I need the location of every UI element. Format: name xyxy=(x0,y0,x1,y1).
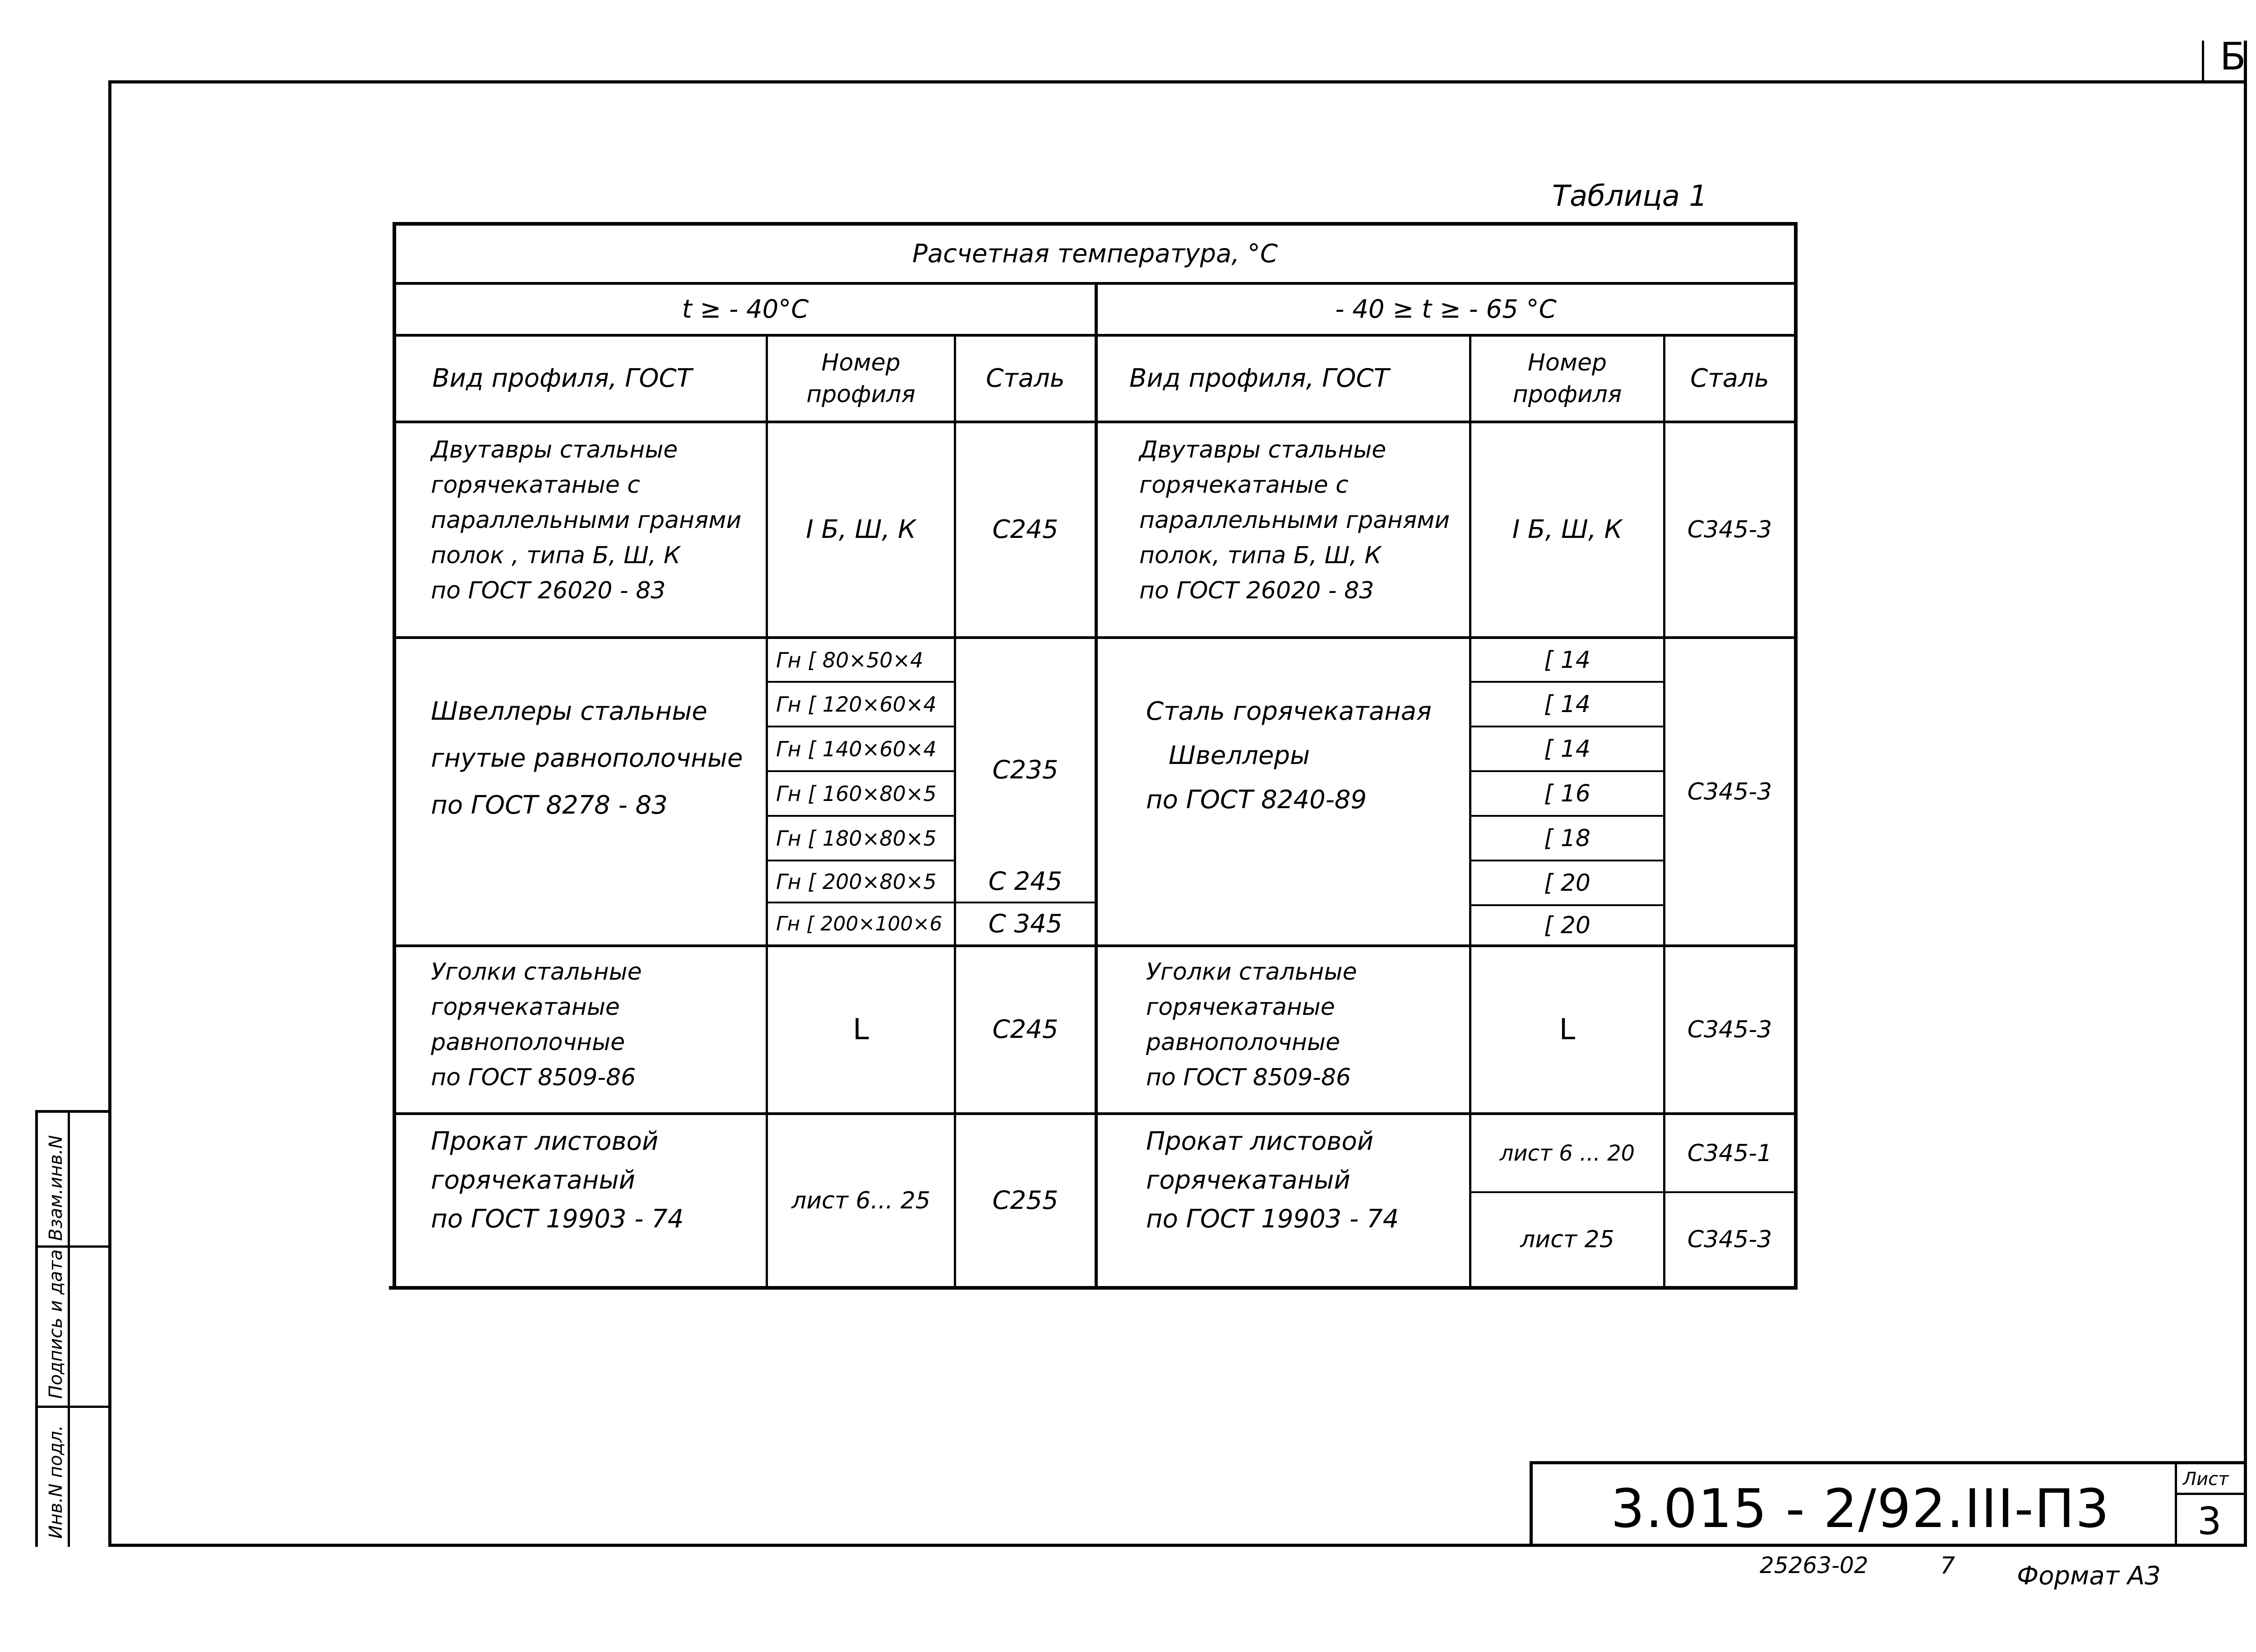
stamp-field-signature-date: Подпись и дата xyxy=(46,1249,66,1399)
header-left-temperature-range: t ≥ - 40°С xyxy=(682,294,809,324)
plates-type-left: Прокат листовой горячекатаный по ГОСТ 19903 - 74 xyxy=(431,1127,684,1234)
plates-type-right: Прокат листовой горячекатаный по ГОСТ 19903 - 74 xyxy=(1146,1127,1399,1234)
plates-number-left: лист 6... 25 xyxy=(791,1187,930,1214)
title-block xyxy=(1530,1461,2247,1547)
ibeams-type-left: Двутавры стальные горячекатаные с параллельными гранями полок , типа Б, Ш, К по ГОСТ 26020 - 83 xyxy=(431,436,742,604)
channels-steel-left-7: С 345 xyxy=(988,909,1063,939)
channel-number-left-5: Гн [ 180×80×5 xyxy=(776,826,937,851)
sheet-number: 3 xyxy=(2197,1499,2222,1543)
plates-number-right-2: лист 25 xyxy=(1520,1226,1614,1253)
sheet-label: Лист xyxy=(2183,1469,2229,1490)
plates-steel-left: С255 xyxy=(992,1185,1059,1215)
stamp-field-replaced-inv: Взам.инв.N xyxy=(46,1135,66,1241)
channel-number-left-6: Гн [ 200×80×5 xyxy=(776,869,937,894)
header-profile-number-right: Номер профиля xyxy=(1512,349,1622,408)
corner-box-divider xyxy=(2202,41,2204,80)
angles-type-right: Уголки стальные горячекатаные равнополочные по ГОСТ 8509-86 xyxy=(1146,958,1357,1091)
angles-number-right: L xyxy=(1559,1013,1576,1046)
channel-number-right-3: [ 14 xyxy=(1544,735,1590,763)
sheet-corner-number: Б xyxy=(2220,34,2246,79)
copy-number: 7 xyxy=(1940,1552,1956,1579)
channels-type-right: Сталь горячекатаная Швеллеры по ГОСТ 8240-89 xyxy=(1146,697,1432,814)
table-caption: Таблица 1 xyxy=(1552,180,1708,213)
channel-number-right-2: [ 14 xyxy=(1544,690,1590,718)
angles-steel-right: С345-3 xyxy=(1687,1016,1772,1043)
channel-number-right-6: [ 20 xyxy=(1544,869,1590,897)
channel-number-right-4: [ 16 xyxy=(1544,780,1590,807)
ibeams-steel-right: С345-3 xyxy=(1687,516,1772,543)
angles-type-left: Уголки стальные горячекатаные равнополочные по ГОСТ 8509-86 xyxy=(431,958,642,1091)
paper-format: Формат А3 xyxy=(2017,1561,2161,1591)
header-steel-left: Сталь xyxy=(986,364,1065,393)
angles-number-left: L xyxy=(853,1013,869,1046)
stamp-field-original-inv: Инв.N подл. xyxy=(46,1425,66,1539)
channel-number-left-3: Гн [ 140×60×4 xyxy=(776,736,937,761)
channel-number-left-1: Гн [ 80×50×4 xyxy=(776,648,924,672)
channel-number-left-2: Гн [ 120×60×4 xyxy=(776,692,937,717)
channels-steel-left-main: С235 xyxy=(992,755,1059,785)
header-right-temperature-range: - 40 ≥ t ≥ - 65 °С xyxy=(1335,294,1557,324)
plates-number-right-1: лист 6 ... 20 xyxy=(1499,1140,1635,1166)
document-code: 3.015 - 2/92.III-П3 xyxy=(1611,1477,2110,1540)
ibeams-number-left: I Б, Ш, К xyxy=(806,515,916,544)
channel-number-right-1: [ 14 xyxy=(1544,646,1590,674)
plates-steel-right-2: С345-3 xyxy=(1687,1226,1772,1253)
frame-right-border xyxy=(2244,41,2247,1547)
channel-number-left-4: Гн [ 160×80×5 xyxy=(776,781,937,806)
angles-steel-left: С245 xyxy=(992,1015,1059,1044)
channel-number-right-7: [ 20 xyxy=(1544,912,1590,939)
header-design-temperature: Расчетная температура, °С xyxy=(912,239,1278,268)
frame-top-border xyxy=(108,80,2247,83)
channels-steel-right: С345-3 xyxy=(1687,778,1772,805)
channel-number-left-7: Гн [ 200×100×6 xyxy=(776,912,943,935)
side-stamp xyxy=(35,1110,108,1547)
plates-steel-right-1: С345-1 xyxy=(1687,1139,1772,1167)
ibeams-number-right: I Б, Ш, К xyxy=(1512,515,1623,544)
order-number: 25263-02 xyxy=(1760,1552,1868,1578)
channels-type-left: Швеллеры стальные гнутые равнополочные по ГОСТ 8278 - 83 xyxy=(431,697,743,820)
channels-steel-left-6: С 245 xyxy=(988,866,1063,896)
ibeams-steel-left: С245 xyxy=(992,515,1059,544)
header-profile-type-left: Вид профиля, ГОСТ xyxy=(432,364,692,393)
frame-left-border xyxy=(108,80,111,1547)
header-profile-number-left: Номер профиля xyxy=(806,349,915,408)
ibeams-type-right: Двутавры стальные горячекатаные с параллельными гранями полок, типа Б, Ш, К по ГОСТ 26020 - 83 xyxy=(1139,436,1450,604)
channel-number-right-5: [ 18 xyxy=(1544,824,1590,852)
header-profile-type-right: Вид профиля, ГОСТ xyxy=(1129,364,1389,393)
header-steel-right: Сталь xyxy=(1690,364,1769,393)
